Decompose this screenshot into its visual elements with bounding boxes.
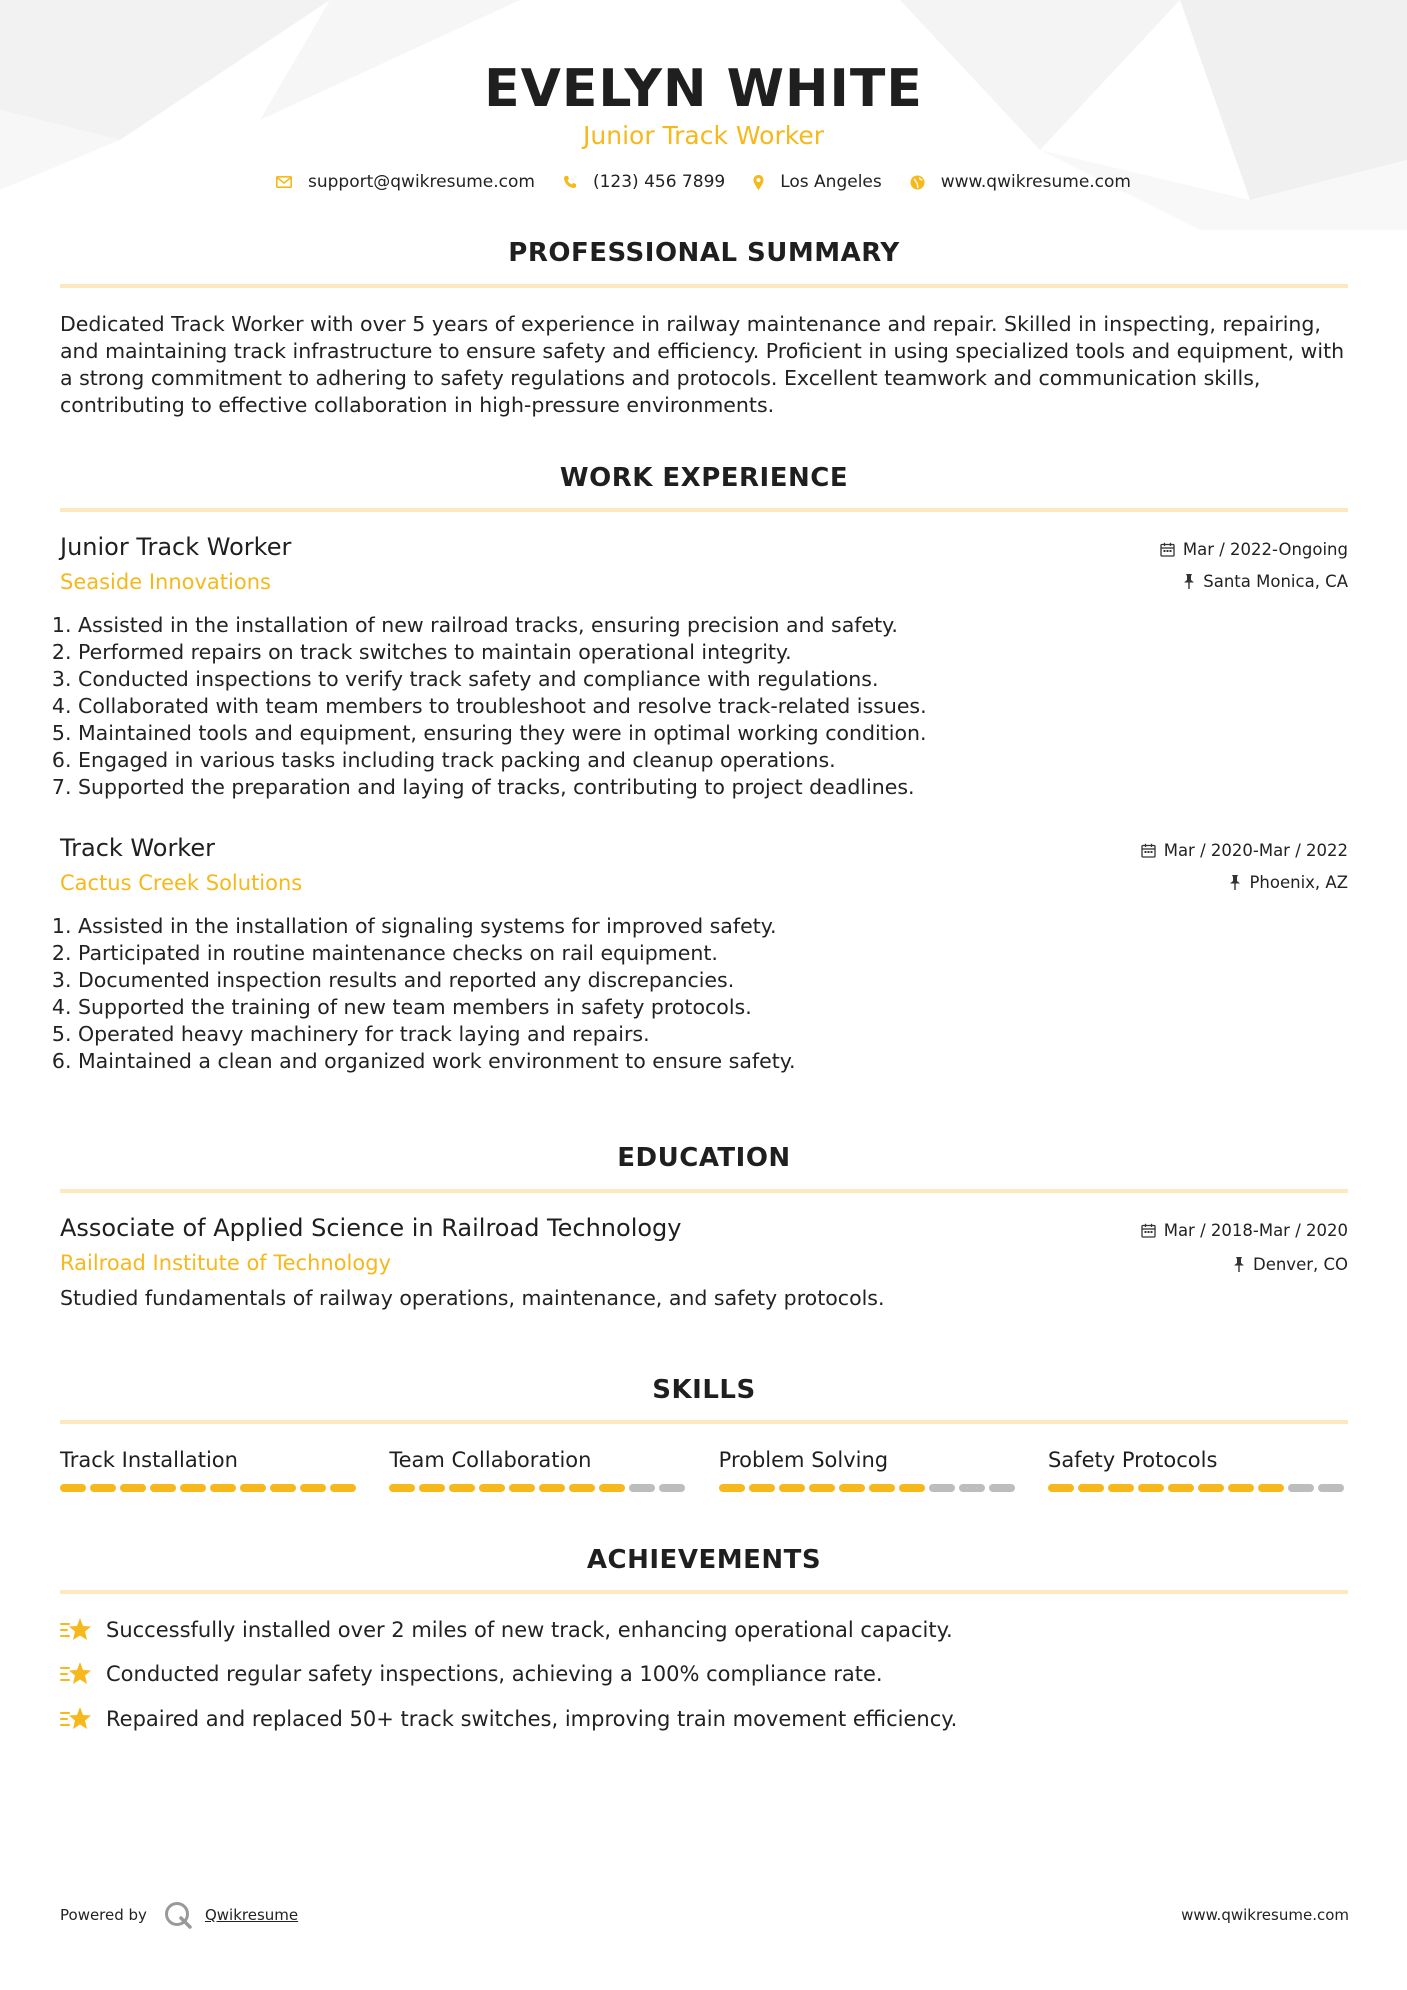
- experience-heading: WORK EXPERIENCE: [559, 463, 849, 493]
- education-date-text: Mar / 2018-Mar / 2020: [1163, 1221, 1348, 1240]
- skill-rating-dot: [509, 1484, 535, 1492]
- pushpin-icon: [1183, 574, 1195, 589]
- skill-rating-dot: [449, 1484, 475, 1492]
- calendar-icon: [1141, 1223, 1156, 1238]
- skill-rating-dot: [929, 1484, 955, 1492]
- location-text: Los Angeles: [780, 172, 882, 192]
- skills-heading: SKILLS: [652, 1375, 756, 1405]
- job-location-text: Phoenix, AZ: [1249, 873, 1348, 892]
- job-location-text: Santa Monica, CA: [1203, 572, 1348, 591]
- education-heading: EDUCATION: [617, 1143, 791, 1173]
- skill-rating: [1048, 1484, 1348, 1492]
- skill-item: [1048, 1446, 1348, 1492]
- skill-name: Problem Solving: [718, 1448, 889, 1472]
- contact-phone[interactable]: [563, 172, 725, 192]
- calendar-icon: [1141, 843, 1156, 858]
- skill-rating-dot: [479, 1484, 505, 1492]
- skill-rating-dot: [539, 1484, 565, 1492]
- skill-rating: [60, 1484, 360, 1492]
- pushpin-icon: [1233, 1257, 1245, 1272]
- job-bullet: 5. Maintained tools and equipment, ensuring they were in optimal working condition.: [78, 720, 927, 747]
- skill-rating-dot: [1168, 1484, 1194, 1492]
- skill-rating-dot: [1138, 1484, 1164, 1492]
- powered-by-label: Powered by: [60, 1906, 147, 1924]
- skill-rating-dot: [899, 1484, 925, 1492]
- skill-name: Team Collaboration: [389, 1448, 592, 1472]
- skill-rating: [719, 1484, 1019, 1492]
- education-location-text: Denver, CO: [1252, 1255, 1348, 1274]
- skill-item: [389, 1446, 689, 1492]
- job-bullets: [60, 612, 927, 801]
- section-divider: [60, 284, 1348, 288]
- job-date: [1160, 540, 1348, 559]
- job-entry: [60, 532, 1348, 802]
- skill-rating-dot: [1198, 1484, 1224, 1492]
- job-title: Track Worker: [60, 834, 215, 862]
- skill-rating-dot: [1108, 1484, 1134, 1492]
- contact-email[interactable]: [276, 172, 535, 192]
- achievement-text: Conducted regular safety inspections, achieving a 100% compliance rate.: [106, 1662, 883, 1686]
- skill-rating-dot: [1288, 1484, 1314, 1492]
- skill-rating-dot: [1048, 1484, 1074, 1492]
- skill-name: Safety Protocols: [1047, 1448, 1218, 1472]
- contact-website[interactable]: [910, 172, 1131, 192]
- candidate-name: EVELYN WHITE: [484, 59, 923, 119]
- pushpin-icon: [1229, 875, 1241, 890]
- job-company: Seaside Innovations: [60, 570, 271, 594]
- job-company: Cactus Creek Solutions: [60, 871, 303, 895]
- job-bullet: 4. Collaborated with team members to troubleshoot and resolve track-related issues.: [78, 693, 927, 720]
- email-text: support@qwikresume.com: [308, 172, 535, 192]
- education-degree: Associate of Applied Science in Railroad Technology: [60, 1214, 682, 1242]
- footer-branding: [60, 1900, 298, 1930]
- education-location: [1233, 1255, 1348, 1274]
- job-bullet: 3. Documented inspection results and reported any discrepancies.: [78, 967, 795, 994]
- job-bullet: 5. Operated heavy machinery for track laying and repairs.: [78, 1021, 795, 1048]
- job-bullet: 2. Participated in routine maintenance checks on rail equipment.: [78, 940, 795, 967]
- skill-rating-dot: [989, 1484, 1015, 1492]
- education-entry: [60, 1213, 1348, 1323]
- qwikresume-logo-icon: [163, 1900, 193, 1930]
- job-bullet: 3. Conducted inspections to verify track safety and compliance with regulations.: [78, 666, 927, 693]
- achievement-text: Repaired and replaced 50+ track switches, improving train movement efficiency.: [106, 1707, 958, 1731]
- job-date: [1141, 841, 1348, 860]
- job-bullets: [60, 913, 795, 1075]
- skill-rating-dot: [60, 1484, 86, 1492]
- job-bullet: 7. Supported the preparation and laying of tracks, contributing to project deadlines.: [78, 774, 927, 801]
- skill-rating-dot: [749, 1484, 775, 1492]
- envelope-icon: [276, 176, 292, 188]
- skill-rating-dot: [1318, 1484, 1344, 1492]
- shooting-star-icon: [60, 1660, 92, 1688]
- section-divider: [60, 1590, 1348, 1594]
- job-location: [1229, 873, 1348, 892]
- skill-rating-dot: [210, 1484, 236, 1492]
- skill-rating-dot: [839, 1484, 865, 1492]
- shooting-star-icon: [60, 1616, 92, 1644]
- skill-item: [719, 1446, 1019, 1492]
- skill-rating-dot: [389, 1484, 415, 1492]
- skill-rating-dot: [330, 1484, 356, 1492]
- globe-icon: [910, 175, 925, 190]
- skill-rating-dot: [419, 1484, 445, 1492]
- skill-rating-dot: [629, 1484, 655, 1492]
- job-bullet: 6. Maintained a clean and organized work environment to ensure safety.: [78, 1048, 795, 1075]
- skill-rating-dot: [1228, 1484, 1254, 1492]
- skill-rating-dot: [180, 1484, 206, 1492]
- job-entry: [60, 833, 1348, 1083]
- skill-item: [60, 1446, 360, 1492]
- skill-rating-dot: [120, 1484, 146, 1492]
- summary-heading: PROFESSIONAL SUMMARY: [508, 238, 900, 268]
- achievements-heading: ACHIEVEMENTS: [586, 1545, 822, 1575]
- skill-rating-dot: [959, 1484, 985, 1492]
- job-bullet: 6. Engaged in various tasks including track packing and cleanup operations.: [78, 747, 927, 774]
- map-pin-icon: [753, 175, 764, 190]
- job-location: [1183, 572, 1348, 591]
- skill-rating-dot: [90, 1484, 116, 1492]
- skill-rating-dot: [240, 1484, 266, 1492]
- achievement-item: [60, 1616, 1350, 1644]
- job-bullet: 1. Assisted in the installation of new railroad tracks, ensuring precision and safety.: [78, 612, 927, 639]
- skill-rating-dot: [1078, 1484, 1104, 1492]
- summary-text: Dedicated Track Worker with over 5 years of experience in railway maintenance and repair. Skilled in inspecting, repairing, and maintaining track infrastructure to ensure safety and efficiency. Proficient in using specialized tools and equipment, with a strong commitment to adhering to safety regulations and protocols. Excellent teamwork and communication skills, contributing to effective collaboration in high-pressure environments.: [60, 312, 1345, 417]
- job-bullet: 2. Performed repairs on track switches to maintain operational integrity.: [78, 639, 927, 666]
- job-date-text: Mar / 2022-Ongoing: [1182, 540, 1348, 559]
- achievement-item: [60, 1660, 1350, 1688]
- skill-rating-dot: [270, 1484, 296, 1492]
- qwikresume-link[interactable]: Qwikresume: [204, 1906, 299, 1924]
- skill-rating-dot: [779, 1484, 805, 1492]
- job-title: Junior Track Worker: [60, 533, 292, 561]
- skill-rating-dot: [569, 1484, 595, 1492]
- skill-rating-dot: [150, 1484, 176, 1492]
- education-date: [1141, 1221, 1348, 1240]
- resume-header: [0, 58, 1407, 152]
- skill-rating-dot: [659, 1484, 685, 1492]
- section-divider: [60, 508, 1348, 512]
- section-divider: [60, 1420, 1348, 1424]
- phone-text: (123) 456 7899: [592, 172, 726, 192]
- job-bullet: 1. Assisted in the installation of signaling systems for improved safety.: [78, 913, 795, 940]
- skills-list: [60, 1446, 1348, 1492]
- achievement-text: Successfully installed over 2 miles of new track, enhancing operational capacity.: [106, 1618, 953, 1642]
- skill-name: Track Installation: [60, 1448, 238, 1472]
- skill-rating-dot: [869, 1484, 895, 1492]
- skill-rating-dot: [599, 1484, 625, 1492]
- shooting-star-icon: [60, 1705, 92, 1733]
- education-description: Studied fundamentals of railway operations, maintenance, and safety protocols.: [60, 1286, 885, 1310]
- contact-bar: [0, 172, 1407, 192]
- achievement-item: [60, 1705, 1350, 1733]
- footer-website[interactable]: www.qwikresume.com: [1181, 1906, 1349, 1924]
- skill-rating-dot: [809, 1484, 835, 1492]
- skill-rating-dot: [719, 1484, 745, 1492]
- calendar-icon: [1160, 542, 1175, 557]
- phone-icon: [563, 175, 577, 189]
- skill-rating: [389, 1484, 689, 1492]
- job-bullet: 4. Supported the training of new team members in safety protocols.: [78, 994, 795, 1021]
- contact-location: [753, 172, 882, 192]
- skill-rating-dot: [300, 1484, 326, 1492]
- section-divider: [60, 1189, 1348, 1193]
- job-date-text: Mar / 2020-Mar / 2022: [1163, 841, 1348, 860]
- website-text: www.qwikresume.com: [940, 172, 1131, 192]
- skill-rating-dot: [1258, 1484, 1284, 1492]
- education-school: Railroad Institute of Technology: [60, 1251, 391, 1275]
- candidate-title: Junior Track Worker: [583, 121, 824, 150]
